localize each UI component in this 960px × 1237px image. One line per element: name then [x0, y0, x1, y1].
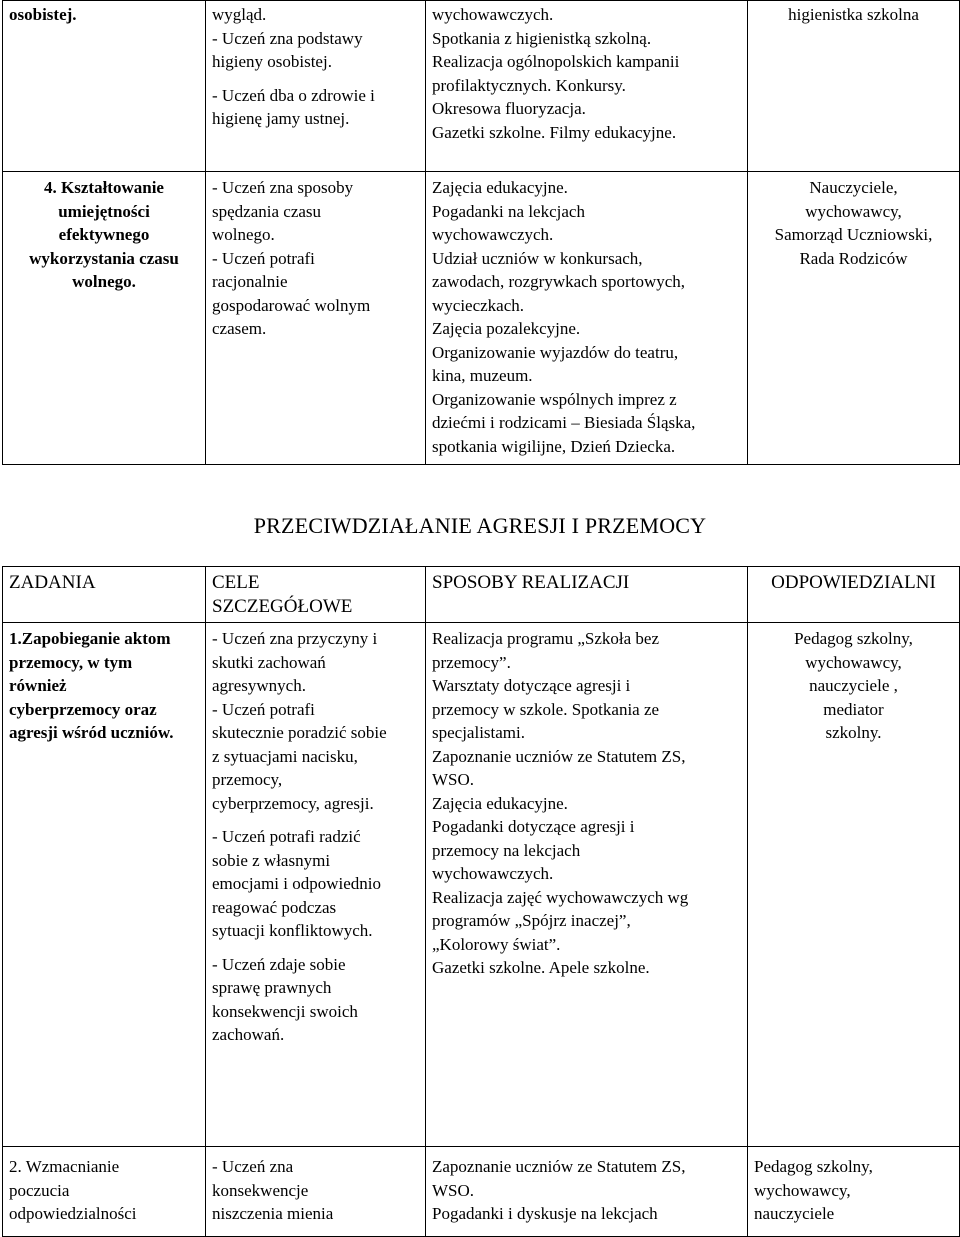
text-line: Okresowa fluoryzacja.	[432, 99, 586, 118]
cell-cele	[206, 623, 426, 1147]
text-line: spotkania wigilijne, Dzień Dziecka.	[432, 436, 676, 456]
text-line: wychowawczych.	[432, 864, 554, 883]
text-line: skutki zachowań	[212, 652, 326, 672]
text-line: Pedagog szkolny,	[794, 629, 913, 648]
text-line: higienę jamy ustnej.	[212, 109, 350, 128]
text-line: Warsztaty dotyczące agresji i	[432, 676, 631, 695]
text-line: Realizacja ogólnopolskich kampanii	[432, 52, 680, 71]
text-line: Pogadanki dotyczące agresji i	[432, 817, 635, 836]
cell-zadania	[3, 623, 206, 1147]
cell-odpowiedzialni	[748, 623, 960, 1147]
bottom-table	[2, 566, 960, 1237]
text-line: cyberprzemocy, agresji.	[212, 793, 374, 813]
text-line: Gazetki szkolne. Filmy edukacyjne.	[432, 122, 677, 142]
text-line: - Uczeń dba o zdrowie i	[212, 85, 375, 105]
text-line: 4. Kształtowanie	[44, 178, 164, 197]
text-line: Organizowanie wyjazdów do teatru,	[432, 342, 679, 362]
text-line: emocjami i odpowiednio	[212, 874, 382, 893]
text-line: wolnego.	[212, 225, 275, 244]
text-line: Pedagog szkolny,	[754, 1157, 873, 1176]
text-line: sytuacji konfliktowych.	[212, 921, 373, 940]
text-line: umiejętności	[58, 201, 150, 221]
cell-sposoby	[426, 623, 748, 1147]
cell-cele	[206, 172, 426, 465]
text-line: Samorząd Uczniowski,	[774, 225, 933, 244]
text-line: wolnego.	[72, 272, 136, 291]
text-line: poczucia	[9, 1180, 70, 1200]
text-line: Zajęcia edukacyjne.	[432, 178, 568, 197]
cell-sposoby	[426, 1, 748, 172]
text-line: sobie z własnymi	[212, 850, 331, 870]
text-line: z sytuacjami nacisku,	[212, 746, 358, 766]
cell-cele	[206, 1147, 426, 1237]
text-line: wychowawczych.	[432, 225, 554, 244]
text-line: nauczyciele ,	[809, 676, 898, 695]
text-line: szkolny.	[825, 723, 882, 742]
text-line: WSO.	[432, 1180, 475, 1200]
text-line: sprawę prawnych	[212, 978, 332, 997]
text-line: Zapoznanie uczniów ze Statutem ZS,	[432, 1157, 686, 1176]
text-line: - Uczeń zna podstawy	[212, 28, 363, 48]
text-line: wygląd.	[212, 5, 267, 24]
top-table	[2, 0, 960, 465]
text-line: 1.Zapobieganie aktom	[9, 629, 171, 648]
table-row	[3, 1147, 960, 1237]
text-line: reagować podczas	[212, 897, 337, 917]
text-line: dziećmi i rodzicami – Biesiada Śląska,	[432, 413, 696, 432]
text-line: agresji wśród uczniów.	[9, 723, 174, 742]
text-line: Realizacja zajęć wychowawczych wg	[432, 887, 689, 907]
text-line: - Uczeń zna sposoby	[212, 178, 354, 197]
text-line: konsekwencje	[212, 1180, 309, 1200]
text-line: SPOSOBY REALIZACJI	[432, 572, 630, 593]
header-sposoby	[426, 567, 748, 623]
cell-zadania	[3, 1147, 206, 1237]
text-line: przemocy na lekcjach	[432, 840, 581, 860]
cell-odpowiedzialni	[748, 1, 960, 172]
cell-sposoby	[426, 172, 748, 465]
text-line: Spotkania z higienistką szkolną.	[432, 28, 652, 48]
text-line: nauczyciele	[754, 1204, 835, 1223]
text-line: przemocy”.	[432, 652, 511, 672]
table-header-row	[3, 567, 960, 623]
text-line: Nauczyciele,	[809, 178, 898, 197]
text-line: skutecznie poradzić sobie	[212, 723, 387, 742]
header-zadania	[3, 567, 206, 623]
text-line: zachowań.	[212, 1025, 285, 1044]
text-line: racjonalnie	[212, 272, 288, 291]
text-line: „Kolorowy świat”.	[432, 934, 561, 954]
text-line: higienistka szkolna	[788, 5, 919, 24]
text-line: - Uczeń zna	[212, 1157, 294, 1176]
text-line: - Uczeń potrafi radzić	[212, 827, 361, 846]
text-line: wychowawcy,	[754, 1180, 851, 1200]
table-row	[3, 172, 960, 465]
cell-sposoby	[426, 1147, 748, 1237]
text-line: WSO.	[432, 770, 475, 789]
text-line: Organizowanie wspólnych imprez z	[432, 389, 677, 409]
text-line: wykorzystania czasu	[29, 248, 179, 268]
text-line: wychowawcy,	[805, 201, 902, 221]
text-line: efektywnego	[58, 225, 150, 244]
text-line: konsekwencji swoich	[212, 1001, 358, 1021]
text-line: również	[9, 676, 67, 695]
text-line: Realizacja programu „Szkoła bez	[432, 629, 660, 648]
text-line: ODPOWIEDZIALNI	[771, 572, 936, 593]
text-line: - Uczeń zdaje sobie	[212, 954, 346, 974]
spacer	[212, 74, 419, 84]
text-line: przemocy, w tym	[9, 652, 133, 672]
text-line: mediator	[823, 699, 884, 719]
text-line: ZADANIA	[9, 572, 96, 593]
text-line: Pogadanki i dyskusje na lekcjach	[432, 1204, 658, 1223]
text-line: cyberprzemocy oraz	[9, 699, 157, 719]
cell-cele	[206, 1, 426, 172]
section-title: PRZECIWDZIAŁANIE AGRESJI I PRZEMOCY	[253, 513, 707, 538]
text-line: 2. Wzmacnianie	[9, 1157, 120, 1176]
text-line: przemocy w szkole. Spotkania ze	[432, 699, 660, 719]
header-cele	[206, 567, 426, 623]
text-line: Zapoznanie uczniów ze Statutem ZS,	[432, 746, 686, 766]
text-line: CELE	[212, 572, 260, 593]
text-line: higieny osobistej.	[212, 52, 332, 71]
text-line: profilaktycznych. Konkursy.	[432, 75, 626, 95]
header-odpowiedzialni	[748, 567, 960, 623]
spacer	[212, 943, 419, 953]
text-line: spędzania czasu	[212, 201, 322, 221]
text-line: Gazetki szkolne. Apele szkolne.	[432, 958, 650, 977]
text-line: wychowawczych.	[432, 5, 554, 24]
text-line: Pogadanki na lekcjach	[432, 201, 585, 221]
text-line: wychowawcy,	[805, 652, 902, 672]
text-line: kina, muzeum.	[432, 366, 533, 385]
text-line: przemocy,	[212, 770, 283, 789]
text-line: osobistej.	[9, 5, 77, 24]
text-line: wycieczkach.	[432, 295, 525, 315]
text-line: Zajęcia pozalekcyjne.	[432, 319, 581, 338]
text-line: programów „Spójrz inaczej”,	[432, 911, 631, 930]
text-line: Zajęcia edukacyjne.	[432, 793, 568, 813]
text-line: Rada Rodziców	[799, 248, 908, 268]
text-line: niszczenia mienia	[212, 1204, 334, 1223]
text-line: - Uczeń potrafi	[212, 248, 315, 268]
text-line: SZCZEGÓŁOWE	[212, 595, 353, 617]
text-line: Udział uczniów w konkursach,	[432, 248, 643, 268]
cell-odpowiedzialni	[748, 1147, 960, 1237]
text-line: specjalistami.	[432, 723, 526, 742]
text-line: czasem.	[212, 319, 267, 338]
text-line: - Uczeń zna przyczyny i	[212, 629, 378, 648]
text-line: gospodarować wolnym	[212, 295, 371, 315]
text-line: agresywnych.	[212, 676, 306, 695]
table-row	[3, 623, 960, 1147]
cell-zadania	[3, 1, 206, 172]
cell-odpowiedzialni	[748, 172, 960, 465]
text-line: - Uczeń potrafi	[212, 699, 315, 719]
cell-zadania	[3, 172, 206, 465]
spacer	[212, 815, 419, 825]
table-row	[3, 1, 960, 172]
text-line: zawodach, rozgrywkach sportowych,	[432, 272, 686, 291]
text-line: odpowiedzialności	[9, 1204, 137, 1223]
